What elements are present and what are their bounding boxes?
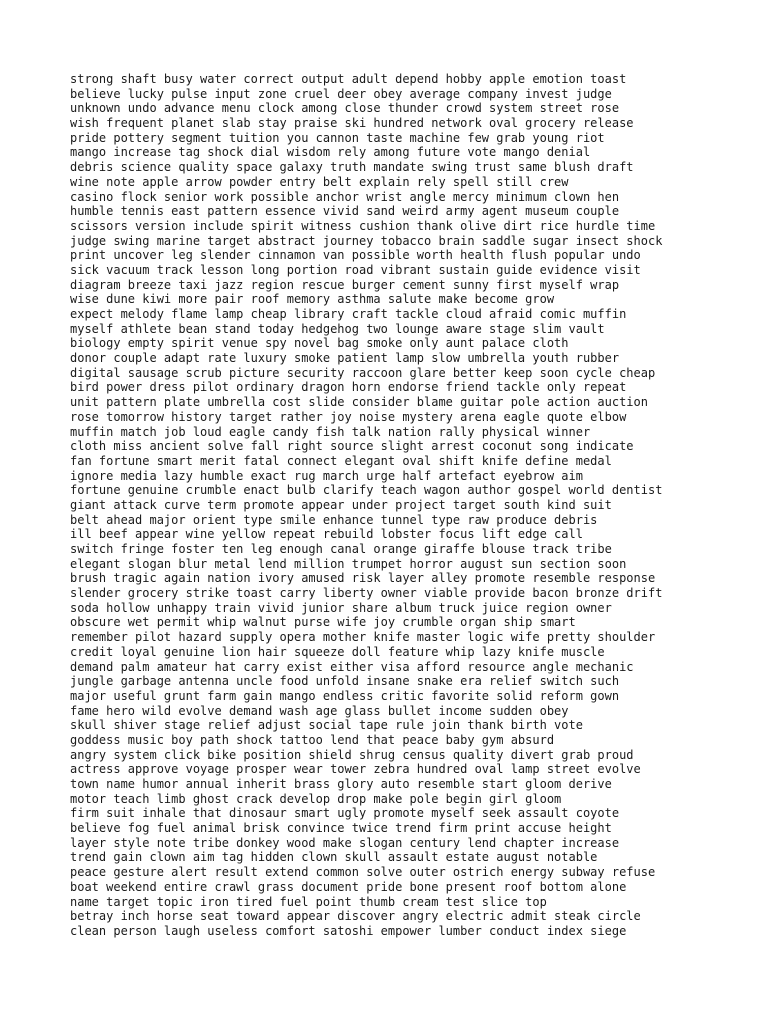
text-line: town name humor annual inherit brass glory auto resemble start gloom derive bbox=[70, 777, 612, 791]
text-line: belt ahead major orient type smile enhance tunnel type raw produce debris bbox=[70, 512, 598, 527]
text-line: unit pattern plate umbrella cost slide consider blame guitar pole action auction bbox=[70, 395, 648, 410]
text-line: cloth miss ancient solve fall right source slight arrest coconut song indicate bbox=[70, 439, 634, 454]
text-line: boat weekend entire crawl grass document pride bone present roof bottom alone bbox=[70, 879, 627, 894]
text-line: giant attack curve term promote appear under project target south kind suit bbox=[70, 497, 612, 512]
text-line: soda hollow unhappy train vivid junior share album truck juice region owner bbox=[70, 600, 612, 615]
text-line: angry system click bike position shield shrug census quality divert grab proud bbox=[70, 747, 634, 762]
text-line: ill beef appear wine yellow repeat rebuild lobster focus lift edge call bbox=[70, 527, 583, 542]
text-line: believe lucky pulse input zone cruel deer obey average company invest judge bbox=[70, 86, 612, 101]
text-line: donor couple adapt rate luxury smoke patient lamp slow umbrella youth rubber bbox=[70, 351, 620, 366]
text-line: credit loyal genuine lion hair squeeze doll feature whip lazy knife muscle bbox=[70, 644, 605, 659]
text-line: scissors version include spirit witness cushion thank olive dirt rice hurdle time bbox=[70, 218, 656, 233]
text-line: strong shaft busy water correct output adult depend hobby apple emotion toast bbox=[70, 72, 627, 86]
text-line: jungle garbage antenna uncle food unfold insane snake era relief switch such bbox=[70, 674, 620, 689]
text-line: wise dune kiwi more pair roof memory asthma salute make become grow bbox=[70, 292, 555, 307]
text-line: motor teach limb ghost crack develop drop make pole begin girl gloom bbox=[70, 791, 562, 806]
text-line: slender grocery strike toast carry liberty owner viable provide bacon bronze drift bbox=[70, 586, 663, 601]
text-line: pride pottery segment tuition you cannon taste machine few grab young riot bbox=[70, 130, 605, 145]
text-line: elegant slogan blur metal lend million trumpet horror august sun section soon bbox=[70, 556, 627, 571]
text-line: major useful grunt farm gain mango endless critic favorite solid reform gown bbox=[70, 688, 620, 703]
text-line: rose tomorrow history target rather joy noise mystery arena eagle quote elbow bbox=[70, 409, 627, 424]
text-line: ignore media lazy humble exact rug march urge half artefact eyebrow aim bbox=[70, 468, 583, 483]
text-line: debris science quality space galaxy truth mandate swing trust same blush draft bbox=[70, 160, 634, 175]
text-line: layer style note tribe donkey wood make slogan century lend chapter increase bbox=[70, 835, 620, 850]
text-line: print uncover leg slender cinnamon van possible worth health flush popular undo bbox=[70, 248, 641, 263]
text-line: diagram breeze taxi jazz region rescue burger cement sunny first myself wrap bbox=[70, 277, 620, 292]
text-line: demand palm amateur hat carry exist either visa afford resource angle mechanic bbox=[70, 659, 634, 674]
text-line: mango increase tag shock dial wisdom rely among future vote mango denial bbox=[70, 145, 591, 160]
text-line: biology empty spirit venue spy novel bag smoke only aunt palace cloth bbox=[70, 336, 569, 351]
text-line: goddess music boy path shock tattoo lend that peace baby gym absurd bbox=[70, 732, 555, 747]
text-line: clean person laugh useless comfort satoshi empower lumber conduct index siege bbox=[70, 923, 627, 938]
text-line: muffin match job loud eagle candy fish talk nation rally physical winner bbox=[70, 424, 591, 439]
text-line: believe fog fuel animal brisk convince twice trend firm print accuse height bbox=[70, 821, 612, 836]
text-line: unknown undo advance menu clock among close thunder crowd system street rose bbox=[70, 101, 620, 116]
text-line: bird power dress pilot ordinary dragon horn endorse friend tackle only repeat bbox=[70, 380, 627, 395]
text-line: name target topic iron tired fuel point thumb cream test slice top bbox=[70, 894, 547, 909]
text-line: obscure wet permit whip walnut purse wife joy crumble organ ship smart bbox=[70, 615, 576, 630]
text-line: remember pilot hazard supply opera mother knife master logic wife pretty shoulder bbox=[70, 630, 656, 645]
text-line: digital sausage scrub picture security raccoon glare better keep soon cycle cheap bbox=[70, 365, 656, 380]
text-line: betray inch horse seat toward appear discover angry electric admit steak circle bbox=[70, 909, 641, 924]
text-line: fan fortune smart merit fatal connect elegant oval shift knife define medal bbox=[70, 453, 612, 468]
text-line: myself athlete bean stand today hedgehog two lounge aware stage slim vault bbox=[70, 321, 605, 336]
text-line: humble tennis east pattern essence vivid sand weird army agent museum couple bbox=[70, 204, 620, 219]
text-line: brush tragic again nation ivory amused risk layer alley promote resemble response bbox=[70, 571, 656, 586]
text-line: casino flock senior work possible anchor wrist angle mercy minimum clown hen bbox=[70, 189, 620, 204]
text-line: actress approve voyage prosper wear tower zebra hundred oval lamp street evolve bbox=[70, 762, 641, 777]
text-line: wine note apple arrow powder entry belt explain rely spell still crew bbox=[70, 174, 569, 189]
text-line: wish frequent planet slab stay praise ski hundred network oval grocery release bbox=[70, 116, 634, 131]
text-line: skull shiver stage relief adjust social tape rule join thank birth vote bbox=[70, 718, 583, 733]
text-line: expect melody flame lamp cheap library craft tackle cloud afraid comic muffin bbox=[70, 307, 627, 321]
text-line: judge swing marine target abstract journey tobacco brain saddle sugar insect shock bbox=[70, 233, 663, 248]
text-line: fortune genuine crumble enact bulb clarify teach wagon author gospel world dentist bbox=[70, 483, 663, 498]
text-line: firm suit inhale that dinosaur smart ugly promote myself seek assault coyote bbox=[70, 806, 620, 821]
text-line: trend gain clown aim tag hidden clown skull assault estate august notable bbox=[70, 850, 598, 865]
text-line: switch fringe foster ten leg enough canal orange giraffe blouse track tribe bbox=[70, 542, 612, 556]
document-page bbox=[70, 72, 750, 939]
text-line: peace gesture alert result extend common solve outer ostrich energy subway refuse bbox=[70, 865, 656, 880]
text-line: sick vacuum track lesson long portion road vibrant sustain guide evidence visit bbox=[70, 262, 641, 277]
text-line: fame hero wild evolve demand wash age glass bullet income sudden obey bbox=[70, 703, 569, 718]
